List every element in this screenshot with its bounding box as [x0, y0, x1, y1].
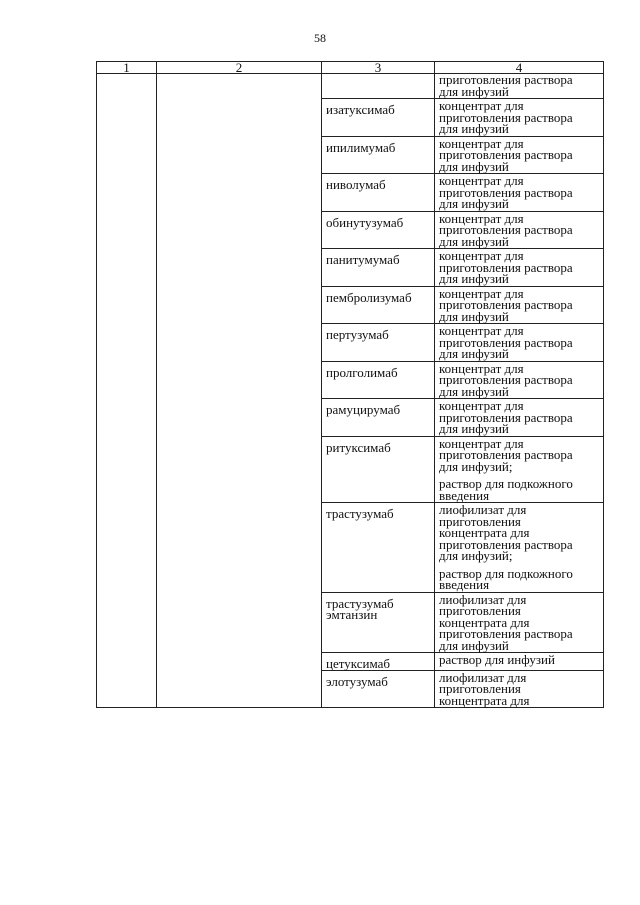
drug-table [96, 61, 604, 708]
dosage-form-cell [435, 436, 604, 503]
drug-name-cell: пролголимаб [322, 361, 435, 399]
drug-name-cell: трастузумаб [322, 503, 435, 593]
column-header-3: 3 [322, 62, 435, 74]
drug-name-cell: панитумумаб [322, 249, 435, 287]
dosage-form-text: концентрат для приготовления раствора для инфузий [439, 323, 573, 361]
dosage-form-cell [435, 399, 604, 437]
dosage-form-text: приготовления раствора для инфузий [439, 72, 573, 99]
dosage-form-cell [435, 211, 604, 249]
drug-name-cell: цетуксимаб [322, 653, 435, 671]
column-header-1: 1 [97, 62, 157, 74]
dosage-form-text: лиофилизат для приготовления концентрата для приготовления раствора для инфузий; [439, 502, 573, 563]
dosage-form-cell [435, 136, 604, 174]
drug-table-container [96, 61, 604, 708]
drug-name-cell: рамуцирумаб [322, 399, 435, 437]
dosage-form-text: раствор для подкожного введения [439, 565, 573, 592]
drug-name-cell: пертузумаб [322, 324, 435, 362]
dosage-form-text: концентрат для приготовления раствора для инфузий [439, 210, 573, 249]
dosage-form-cell [435, 324, 604, 362]
drug-name-cell: ипилимумаб [322, 136, 435, 174]
dosage-form-text: концентрат для приготовления раствора для инфузий [439, 248, 573, 286]
dosage-form-text: лиофилизат для приготовления концентрата для приготовления раствора для инфузий [439, 591, 573, 653]
dosage-form-cell [435, 670, 604, 708]
drug-name-cell: элотузумаб [322, 670, 435, 708]
dosage-form-text: концентрат для приготовления раствора для инфузий [439, 98, 573, 136]
dosage-form-text: концентрат для приготовления раствора для инфузий [439, 360, 573, 399]
dosage-form-cell [435, 361, 604, 399]
drug-name-cell: ритуксимаб [322, 436, 435, 503]
dosage-form-cell [435, 74, 604, 99]
group-cell [157, 74, 322, 708]
dosage-form-text: концентрат для приготовления раствора для инфузий [439, 135, 573, 174]
page-number: 58 [314, 31, 326, 45]
dosage-form-text: концентрат для приготовления раствора для инфузий [439, 173, 573, 211]
dosage-form-text: концентрат для приготовления раствора для инфузий [439, 398, 573, 436]
column-header-2: 2 [157, 62, 322, 74]
dosage-form-cell [435, 99, 604, 137]
dosage-form-cell [435, 653, 604, 671]
dosage-form-cell [435, 592, 604, 653]
dosage-form-text: концентрат для приготовления раствора для инфузий [439, 285, 573, 324]
table-row [97, 74, 604, 99]
dosage-form-text: концентрат для приготовления раствора для инфузий; [439, 435, 573, 474]
drug-name-cell: пембролизумаб [322, 286, 435, 324]
column-header-4: 4 [435, 62, 604, 74]
drug-name-cell: трастузумаб эмтанзин [322, 592, 435, 653]
dosage-form-text: раствор для подкожного введения [439, 476, 573, 503]
code-cell [97, 74, 157, 708]
drug-name-cell: ниволумаб [322, 174, 435, 212]
dosage-form-text: лиофилизат для приготовления концентрата для [439, 669, 530, 708]
dosage-form-cell [435, 286, 604, 324]
drug-name-cell: изатуксимаб [322, 99, 435, 137]
dosage-form-text: раствор для инфузий [439, 652, 555, 667]
dosage-form-cell [435, 174, 604, 212]
drug-name-cell: обинутузумаб [322, 211, 435, 249]
table-body [97, 74, 604, 708]
dosage-form-cell [435, 503, 604, 593]
dosage-form-cell [435, 249, 604, 287]
drug-name-cell [322, 74, 435, 99]
